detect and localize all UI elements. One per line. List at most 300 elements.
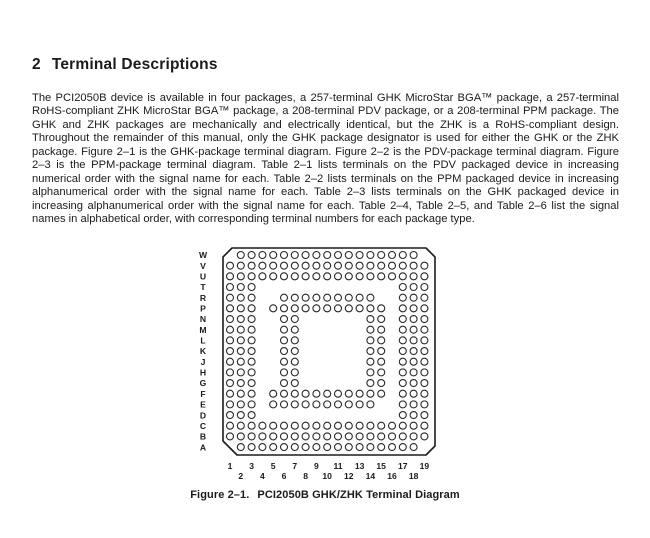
- ball-E17: [399, 401, 406, 408]
- ball-T19: [421, 284, 428, 291]
- ball-W16: [389, 252, 396, 259]
- ball-B10: [324, 433, 331, 440]
- ball-G7: [291, 380, 298, 387]
- ball-P3: [248, 305, 255, 312]
- ball-E5: [270, 401, 277, 408]
- ball-G15: [378, 380, 385, 387]
- column-number-15: 15: [376, 461, 386, 471]
- ball-C12: [345, 422, 352, 429]
- ball-U7: [291, 273, 298, 280]
- ball-U18: [410, 273, 417, 280]
- ball-B18: [410, 433, 417, 440]
- ball-F6: [281, 390, 288, 397]
- section-title: Terminal Descriptions: [51, 56, 218, 73]
- ball-G17: [399, 380, 406, 387]
- ball-K7: [291, 348, 298, 355]
- ball-B14: [367, 433, 374, 440]
- ball-P17: [399, 305, 406, 312]
- ball-K2: [237, 348, 244, 355]
- ball-F7: [291, 390, 298, 397]
- ball-H7: [291, 369, 298, 376]
- ball-A2: [237, 444, 244, 451]
- ball-N18: [410, 316, 417, 323]
- ball-V6: [281, 262, 288, 269]
- ball-K1: [227, 348, 234, 355]
- ball-A13: [356, 444, 363, 451]
- column-number-5: 5: [270, 461, 276, 471]
- ball-A7: [291, 444, 298, 451]
- ball-N15: [378, 316, 385, 323]
- ball-W2: [237, 252, 244, 259]
- ball-U15: [378, 273, 385, 280]
- row-label-V: V: [200, 260, 206, 271]
- row-label-F: F: [200, 388, 206, 399]
- ball-U4: [259, 273, 266, 280]
- ball-V15: [378, 262, 385, 269]
- ball-A14: [367, 444, 374, 451]
- ball-W13: [356, 252, 363, 259]
- ball-A17: [399, 444, 406, 451]
- ball-U1: [227, 273, 234, 280]
- ball-D19: [421, 412, 428, 419]
- ball-P19: [421, 305, 428, 312]
- ball-J17: [399, 358, 406, 365]
- ball-P2: [237, 305, 244, 312]
- ball-U9: [313, 273, 320, 280]
- ball-F17: [399, 390, 406, 397]
- ball-E8: [302, 401, 309, 408]
- ball-V19: [421, 262, 428, 269]
- ball-A12: [345, 444, 352, 451]
- ball-C10: [324, 422, 331, 429]
- ball-W15: [378, 252, 385, 259]
- ball-N7: [291, 316, 298, 323]
- ball-B2: [237, 433, 244, 440]
- ball-W8: [302, 252, 309, 259]
- ball-B3: [248, 433, 255, 440]
- column-number-18: 18: [408, 471, 419, 481]
- ball-W10: [324, 252, 331, 259]
- ball-V3: [248, 262, 255, 269]
- ball-C19: [421, 422, 428, 429]
- ball-V12: [345, 262, 352, 269]
- ball-R13: [356, 294, 363, 301]
- ball-P7: [291, 305, 298, 312]
- ball-M3: [248, 326, 255, 333]
- section-number: 2: [32, 56, 41, 73]
- ball-P5: [270, 305, 277, 312]
- ball-V16: [389, 262, 396, 269]
- column-number-4: 4: [260, 471, 265, 481]
- ball-L1: [227, 337, 234, 344]
- ball-V14: [367, 262, 374, 269]
- ball-P14: [367, 305, 374, 312]
- ball-K18: [410, 348, 417, 355]
- ball-U11: [335, 273, 342, 280]
- ball-R1: [227, 294, 234, 301]
- ball-R6: [281, 294, 288, 301]
- column-number-19: 19: [419, 461, 430, 471]
- ball-A16: [389, 444, 396, 451]
- row-label-R: R: [199, 292, 207, 303]
- ball-L19: [421, 337, 428, 344]
- row-label-W: W: [198, 250, 208, 261]
- ball-T18: [410, 284, 417, 291]
- ball-L7: [291, 337, 298, 344]
- ball-F14: [367, 390, 374, 397]
- ball-M6: [281, 326, 288, 333]
- ball-C7: [291, 422, 298, 429]
- ball-J7: [291, 358, 298, 365]
- ball-E14: [367, 401, 374, 408]
- ball-C18: [410, 422, 417, 429]
- ball-J15: [378, 358, 385, 365]
- ball-T1: [227, 284, 234, 291]
- ball-G14: [367, 380, 374, 387]
- ball-D3: [248, 412, 255, 419]
- ball-E12: [345, 401, 352, 408]
- ball-T3: [248, 284, 255, 291]
- ball-F11: [335, 390, 342, 397]
- ball-F13: [356, 390, 363, 397]
- row-label-D: D: [199, 410, 207, 421]
- ball-V8: [302, 262, 309, 269]
- row-label-C: C: [199, 420, 207, 431]
- ball-A9: [313, 444, 320, 451]
- ball-D17: [399, 412, 406, 419]
- ball-V7: [291, 262, 298, 269]
- ball-J19: [421, 358, 428, 365]
- ball-V13: [356, 262, 363, 269]
- ball-U10: [324, 273, 331, 280]
- ball-B7: [291, 433, 298, 440]
- ball-A10: [324, 444, 331, 451]
- ball-V1: [227, 262, 234, 269]
- ball-C3: [248, 422, 255, 429]
- ball-N17: [399, 316, 406, 323]
- ball-A15: [378, 444, 385, 451]
- ball-B5: [270, 433, 277, 440]
- ball-E9: [313, 401, 320, 408]
- ball-U14: [367, 273, 374, 280]
- ball-K14: [367, 348, 374, 355]
- ball-U16: [389, 273, 396, 280]
- ball-C8: [302, 422, 309, 429]
- ball-E3: [248, 401, 255, 408]
- ball-U12: [345, 273, 352, 280]
- column-number-11: 11: [333, 461, 343, 471]
- ball-R17: [399, 294, 406, 301]
- ball-K15: [378, 348, 385, 355]
- column-number-10: 10: [322, 471, 332, 481]
- row-label-L: L: [200, 335, 206, 346]
- ball-H3: [248, 369, 255, 376]
- ball-F12: [345, 390, 352, 397]
- column-number-16: 16: [387, 471, 397, 481]
- ball-B9: [313, 433, 320, 440]
- ball-L18: [410, 337, 417, 344]
- ball-E2: [237, 401, 244, 408]
- ball-P9: [313, 305, 320, 312]
- ball-V2: [237, 262, 244, 269]
- ball-B15: [378, 433, 385, 440]
- ball-B13: [356, 433, 363, 440]
- figure-label: Figure 2–1.: [190, 489, 250, 501]
- bga-ball-grid: [180, 242, 450, 489]
- ball-H18: [410, 369, 417, 376]
- ball-W7: [291, 252, 298, 259]
- ball-F18: [410, 390, 417, 397]
- ball-M19: [421, 326, 428, 333]
- ball-L6: [281, 337, 288, 344]
- ball-C17: [399, 422, 406, 429]
- ball-W3: [248, 252, 255, 259]
- ball-F1: [227, 390, 234, 397]
- column-number-1: 1: [227, 461, 233, 471]
- ball-R11: [335, 294, 342, 301]
- ball-W17: [399, 252, 406, 259]
- column-number-14: 14: [365, 471, 376, 481]
- ball-L2: [237, 337, 244, 344]
- column-number-3: 3: [249, 461, 254, 471]
- ball-A6: [281, 444, 288, 451]
- ball-K6: [281, 348, 288, 355]
- ball-V18: [410, 262, 417, 269]
- ball-P12: [345, 305, 352, 312]
- ball-A18: [410, 444, 417, 451]
- ball-B1: [227, 433, 234, 440]
- row-label-P: P: [200, 303, 206, 314]
- column-number-17: 17: [398, 461, 408, 471]
- ball-M15: [378, 326, 385, 333]
- ball-L14: [367, 337, 374, 344]
- row-label-G: G: [199, 378, 207, 389]
- row-label-H: H: [199, 367, 207, 378]
- ball-F9: [313, 390, 320, 397]
- ball-P8: [302, 305, 309, 312]
- ball-J18: [410, 358, 417, 365]
- ball-J1: [227, 358, 234, 365]
- ball-P13: [356, 305, 363, 312]
- ball-F2: [237, 390, 244, 397]
- row-label-A: A: [199, 442, 207, 453]
- ball-A4: [259, 444, 266, 451]
- column-number-2: 2: [238, 471, 244, 481]
- ball-B19: [421, 433, 428, 440]
- ball-U3: [248, 273, 255, 280]
- ball-E6: [281, 401, 288, 408]
- ball-M18: [410, 326, 417, 333]
- ball-B12: [345, 433, 352, 440]
- terminal-diagram: [180, 242, 450, 489]
- ball-M2: [237, 326, 244, 333]
- ball-G19: [421, 380, 428, 387]
- ball-K3: [248, 348, 255, 355]
- ball-E18: [410, 401, 417, 408]
- ball-U8: [302, 273, 309, 280]
- row-label-E: E: [200, 399, 206, 410]
- ball-F5: [270, 390, 277, 397]
- ball-H17: [399, 369, 406, 376]
- ball-C14: [367, 422, 374, 429]
- ball-U17: [399, 273, 406, 280]
- ball-C11: [335, 422, 342, 429]
- ball-J3: [248, 358, 255, 365]
- column-number-13: 13: [354, 461, 365, 471]
- ball-B6: [281, 433, 288, 440]
- ball-E11: [335, 401, 342, 408]
- ball-L17: [399, 337, 406, 344]
- ball-A3: [248, 444, 255, 451]
- ball-U13: [356, 273, 363, 280]
- ball-G6: [281, 380, 288, 387]
- ball-D18: [410, 412, 417, 419]
- ball-L15: [378, 337, 385, 344]
- section-heading: [32, 56, 218, 74]
- ball-V11: [335, 262, 342, 269]
- ball-D2: [237, 412, 244, 419]
- ball-R10: [324, 294, 331, 301]
- ball-C13: [356, 422, 363, 429]
- column-number-7: 7: [292, 461, 298, 471]
- ball-J6: [281, 358, 288, 365]
- ball-H2: [237, 369, 244, 376]
- figure-title: PCI2050B GHK/ZHK Terminal Diagram: [257, 489, 460, 501]
- ball-C5: [270, 422, 277, 429]
- figure-caption: [0, 489, 650, 501]
- ball-U6: [281, 273, 288, 280]
- ball-W11: [335, 252, 342, 259]
- ball-W9: [313, 252, 320, 259]
- ball-G18: [410, 380, 417, 387]
- ball-R8: [302, 294, 309, 301]
- ball-L3: [248, 337, 255, 344]
- ball-J14: [367, 358, 374, 365]
- ball-A5: [270, 444, 277, 451]
- row-label-K: K: [199, 346, 207, 357]
- column-number-12: 12: [344, 471, 354, 481]
- ball-V10: [324, 262, 331, 269]
- ball-R9: [313, 294, 320, 301]
- ball-W14: [367, 252, 374, 259]
- ball-N6: [281, 316, 288, 323]
- ball-V17: [399, 262, 406, 269]
- ball-G3: [248, 380, 255, 387]
- ball-B16: [389, 433, 396, 440]
- ball-V9: [313, 262, 320, 269]
- column-number-9: 9: [314, 461, 319, 471]
- ball-W4: [259, 252, 266, 259]
- ball-K19: [421, 348, 428, 355]
- ball-E13: [356, 401, 363, 408]
- ball-N2: [237, 316, 244, 323]
- ball-R19: [421, 294, 428, 301]
- ball-F19: [421, 390, 428, 397]
- ball-E1: [227, 401, 234, 408]
- ball-P18: [410, 305, 417, 312]
- ball-C4: [259, 422, 266, 429]
- ball-C15: [378, 422, 385, 429]
- row-label-N: N: [199, 314, 207, 325]
- ball-N14: [367, 316, 374, 323]
- ball-C1: [227, 422, 234, 429]
- ball-T2: [237, 284, 244, 291]
- ball-E7: [291, 401, 298, 408]
- ball-R18: [410, 294, 417, 301]
- ball-U5: [270, 273, 277, 280]
- ball-B11: [335, 433, 342, 440]
- ball-P15: [378, 305, 385, 312]
- ball-T17: [399, 284, 406, 291]
- ball-G1: [227, 380, 234, 387]
- ball-H15: [378, 369, 385, 376]
- ball-K17: [399, 348, 406, 355]
- ball-F3: [248, 390, 255, 397]
- ball-J2: [237, 358, 244, 365]
- row-label-T: T: [200, 282, 206, 293]
- ball-H14: [367, 369, 374, 376]
- row-label-U: U: [199, 271, 207, 282]
- ball-R2: [237, 294, 244, 301]
- ball-R14: [367, 294, 374, 301]
- ball-H1: [227, 369, 234, 376]
- ball-V4: [259, 262, 266, 269]
- ball-R7: [291, 294, 298, 301]
- ball-C9: [313, 422, 320, 429]
- ball-P6: [281, 305, 288, 312]
- ball-R3: [248, 294, 255, 301]
- ball-V5: [270, 262, 277, 269]
- ball-M17: [399, 326, 406, 333]
- ball-C6: [281, 422, 288, 429]
- row-label-B: B: [199, 431, 207, 442]
- ball-A8: [302, 444, 309, 451]
- row-label-M: M: [199, 324, 207, 335]
- ball-R12: [345, 294, 352, 301]
- ball-E10: [324, 401, 331, 408]
- column-number-6: 6: [281, 471, 287, 481]
- ball-B8: [302, 433, 309, 440]
- ball-G2: [237, 380, 244, 387]
- ball-E19: [421, 401, 428, 408]
- ball-M14: [367, 326, 374, 333]
- ball-N3: [248, 316, 255, 323]
- ball-M1: [227, 326, 234, 333]
- ball-B4: [259, 433, 266, 440]
- ball-F8: [302, 390, 309, 397]
- ball-B17: [399, 433, 406, 440]
- ball-P11: [335, 305, 342, 312]
- ball-H19: [421, 369, 428, 376]
- ball-C2: [237, 422, 244, 429]
- ball-W6: [281, 252, 288, 259]
- ball-M7: [291, 326, 298, 333]
- ball-F15: [378, 390, 385, 397]
- ball-U2: [237, 273, 244, 280]
- ball-F10: [324, 390, 331, 397]
- ball-N19: [421, 316, 428, 323]
- column-number-8: 8: [303, 471, 308, 481]
- ball-H6: [281, 369, 288, 376]
- ball-N1: [227, 316, 234, 323]
- body-paragraph: The PCI2050B device is available in four packages, a 257-terminal GHK MicroStar BGA™ package, a 257-terminal RoHS-compliant ZHK MicroStar BGA™ package, a 208-terminal PDV package, or a 208-terminal PPM package. The GHK and ZHK packages are mechanically and electrically identical, but the ZHK is a RoHS-compliant design. Throughout the remainder of this manual, only the GHK package designator is used for either the GHK or the ZHK package. Figure 2–1 is the GHK-package terminal diagram. Figure 2–2 is the PDV-package terminal diagram. Figure 2–3 is the PPM-package terminal diagram. Table 2–1 lists terminals on the PDV packaged device in increasing numerical order with the signal name for each. Table 2–2 lists terminals on the PPM packaged device in increasing alphanumerical order with the signal name for each. Table 2–3 lists terminals on the GHK packaged device in increasing alphanumerical order with the signal name for each. Table 2–4, Table 2–5, and Table 2–6 list the signal names in alphabetical order, with corresponding terminal numbers for each package type.: [32, 92, 619, 226]
- ball-D1: [227, 412, 234, 419]
- row-label-J: J: [200, 356, 206, 367]
- ball-P10: [324, 305, 331, 312]
- ball-W12: [345, 252, 352, 259]
- ball-U19: [421, 273, 428, 280]
- ball-P1: [227, 305, 234, 312]
